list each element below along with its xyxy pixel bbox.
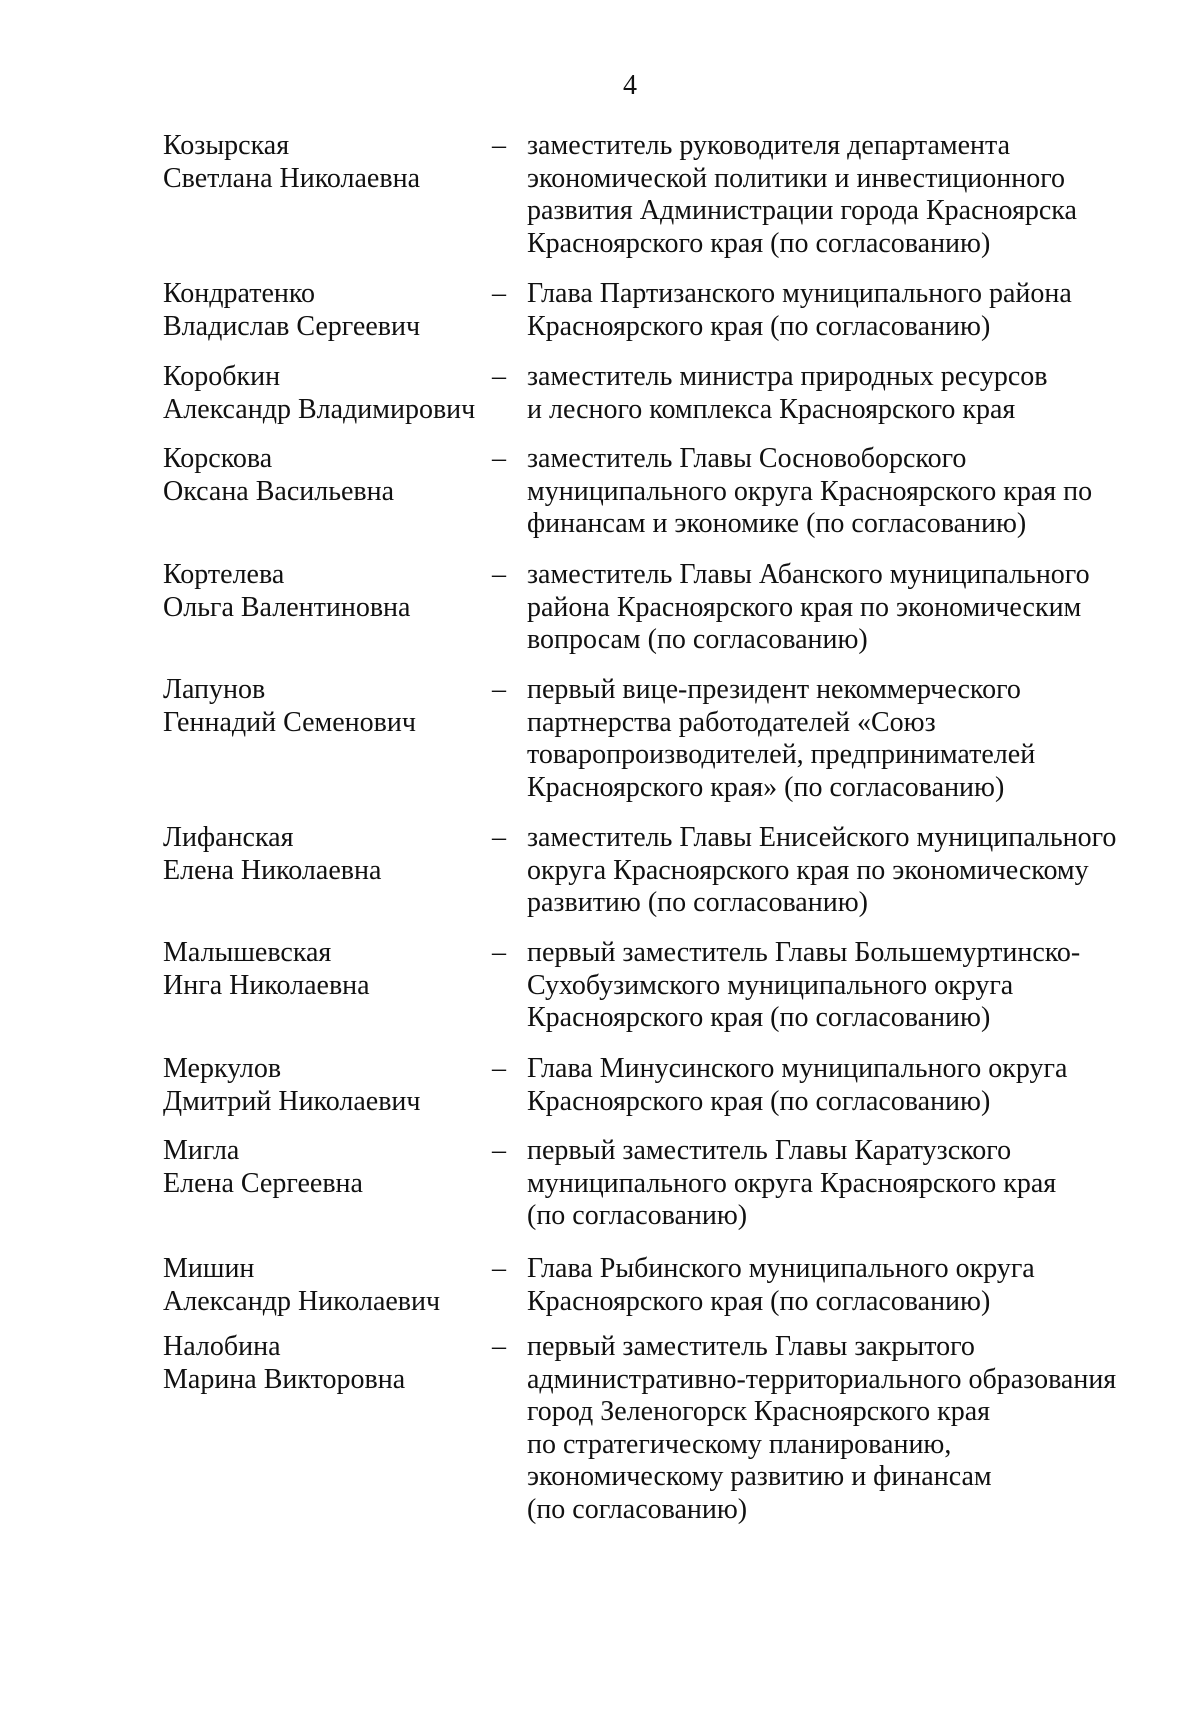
separator-dash: – <box>492 937 506 968</box>
position-line: района Красноярского края по экономическим <box>527 591 1082 623</box>
position-line: товаропроизводителей, предпринимателей <box>527 739 1036 771</box>
member-name <box>163 1253 493 1318</box>
member-surname: Лапунов <box>163 674 266 705</box>
member-position <box>527 1135 1167 1233</box>
position-line: заместитель Главы Сосновоборского <box>527 443 967 474</box>
member-position <box>527 130 1167 260</box>
member-surname: Мишин <box>163 1253 255 1284</box>
separator-dash: – <box>492 278 506 309</box>
position-line: Глава Рыбинского муниципального округа <box>527 1253 1035 1284</box>
member-name <box>163 361 493 426</box>
position-line: финансам и экономике (по согласованию) <box>527 508 1027 540</box>
member-position <box>527 1253 1167 1318</box>
separator-dash: – <box>492 1135 506 1166</box>
member-surname: Кондратенко <box>163 278 316 309</box>
member-given-names: Геннадий Семенович <box>163 706 416 738</box>
member-name <box>163 278 493 343</box>
member-given-names: Александр Владимирович <box>163 393 476 425</box>
position-line: Красноярского края (по согласованию) <box>527 1002 991 1034</box>
position-line: (по согласованию) <box>527 1200 748 1232</box>
member-name <box>163 130 493 195</box>
position-line: развития Администрации города Красноярска <box>527 195 1077 227</box>
position-line: Глава Минусинского муниципального округа <box>527 1053 1068 1084</box>
member-given-names: Александр Николаевич <box>163 1285 441 1317</box>
member-position <box>527 674 1167 804</box>
position-line: Красноярского края (по согласованию) <box>527 310 991 342</box>
member-position <box>527 1053 1167 1118</box>
member-given-names: Светлана Николаевна <box>163 162 420 194</box>
position-line: Красноярского края (по согласованию) <box>527 227 991 259</box>
separator-dash: – <box>492 1253 506 1284</box>
member-given-names: Дмитрий Николаевич <box>163 1085 421 1117</box>
member-name <box>163 1135 493 1200</box>
position-line: заместитель руководителя департамента <box>527 130 1011 161</box>
position-line: Красноярского края (по согласованию) <box>527 1085 991 1117</box>
member-name <box>163 937 493 1002</box>
position-line: муниципального округа Красноярского края по <box>527 475 1093 507</box>
position-line: первый заместитель Главы закрытого <box>527 1331 975 1362</box>
member-surname: Малышевская <box>163 937 332 968</box>
separator-dash: – <box>492 130 506 161</box>
member-position <box>527 559 1167 657</box>
position-line: первый вице-президент некоммерческого <box>527 674 1021 705</box>
member-given-names: Елена Николаевна <box>163 854 382 886</box>
member-given-names: Ольга Валентиновна <box>163 591 411 623</box>
member-name <box>163 822 493 887</box>
separator-dash: – <box>492 559 506 590</box>
position-line: Красноярского края» (по согласованию) <box>527 771 1005 803</box>
position-line: вопросам (по согласованию) <box>527 624 868 656</box>
member-surname: Мигла <box>163 1135 240 1166</box>
position-line: и лесного комплекса Красноярского края <box>527 393 1016 425</box>
position-line: развитию (по согласованию) <box>527 887 868 919</box>
position-line: по стратегическому планированию, <box>527 1428 952 1460</box>
position-line: город Зеленогорск Красноярского края <box>527 1396 991 1428</box>
position-line: административно-территориального образования <box>527 1363 1117 1395</box>
separator-dash: – <box>492 1331 506 1362</box>
member-surname: Лифанская <box>163 822 294 853</box>
member-name <box>163 674 493 739</box>
position-line: (по согласованию) <box>527 1493 748 1525</box>
position-line: первый заместитель Главы Каратузского <box>527 1135 1012 1166</box>
member-position <box>527 937 1167 1035</box>
position-line: партнерства работодателей «Союз <box>527 706 936 738</box>
member-name <box>163 1053 493 1118</box>
position-line: муниципального округа Красноярского края <box>527 1167 1057 1199</box>
member-given-names: Инга Николаевна <box>163 969 370 1001</box>
member-surname: Кортелева <box>163 559 285 590</box>
member-given-names: Владислав Сергеевич <box>163 310 421 342</box>
position-line: заместитель Главы Абанского муниципального <box>527 559 1090 590</box>
position-line: Глава Партизанского муниципального района <box>527 278 1072 309</box>
page-number: 4 <box>623 70 637 101</box>
member-name <box>163 1331 493 1396</box>
member-name <box>163 559 493 624</box>
member-position <box>527 278 1167 343</box>
member-surname: Коробкин <box>163 361 281 392</box>
position-line: первый заместитель Главы Большемуртинско- <box>527 937 1081 968</box>
member-name <box>163 443 493 508</box>
position-line: экономической политики и инвестиционного <box>527 162 1066 194</box>
member-given-names: Оксана Васильевна <box>163 475 395 507</box>
position-line: заместитель Главы Енисейского муниципального <box>527 822 1117 853</box>
separator-dash: – <box>492 822 506 853</box>
separator-dash: – <box>492 674 506 705</box>
member-given-names: Марина Викторовна <box>163 1363 406 1395</box>
separator-dash: – <box>492 1053 506 1084</box>
separator-dash: – <box>492 443 506 474</box>
member-surname: Меркулов <box>163 1053 282 1084</box>
position-line: Красноярского края (по согласованию) <box>527 1285 991 1317</box>
member-position <box>527 1331 1167 1527</box>
member-position <box>527 822 1167 920</box>
position-line: заместитель министра природных ресурсов <box>527 361 1048 392</box>
position-line: округа Красноярского края по экономическому <box>527 854 1089 886</box>
separator-dash: – <box>492 361 506 392</box>
member-surname: Корскова <box>163 443 273 474</box>
member-given-names: Елена Сергеевна <box>163 1167 363 1199</box>
position-line: Сухобузимского муниципального округа <box>527 969 1014 1001</box>
member-position <box>527 361 1167 426</box>
member-surname: Налобина <box>163 1331 281 1362</box>
member-surname: Козырская <box>163 130 290 161</box>
member-position <box>527 443 1167 541</box>
position-line: экономическому развитию и финансам <box>527 1461 992 1493</box>
